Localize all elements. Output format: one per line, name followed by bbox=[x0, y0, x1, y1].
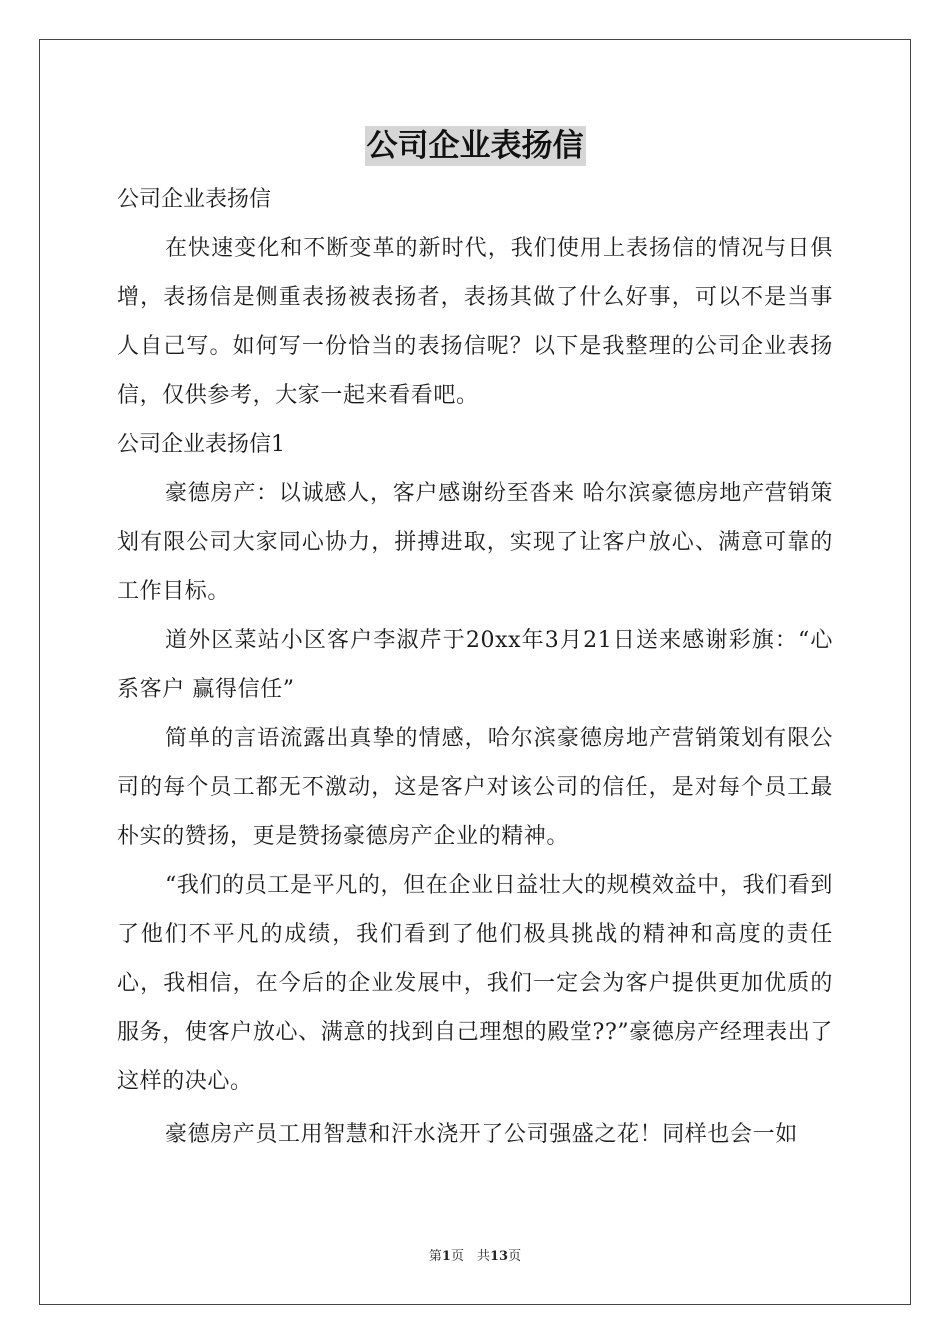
intro-paragraph: 在快速变化和不断变革的新时代，我们使用上表扬信的情况与日俱增，表扬信是侧重表扬被表扬者，表扬其做了什么好事，可以不是当事人自己写。如何写一份恰当的表扬信呢？以下是我整理的公司企业表扬信，仅供参考，大家一起来看看吧。 bbox=[117, 236, 833, 408]
document-title: 公司企业表扬信 bbox=[366, 128, 584, 164]
paragraph-2: 道外区菜站小区客户李淑芹于20xx年3月21日送来感谢彩旗：“心系客户 赢得信任” bbox=[117, 628, 833, 702]
footer-middle: 页 共 bbox=[450, 1249, 490, 1264]
paragraph-4: “我们的员工是平凡的，但在企业日益壮大的规模效益中，我们看到了他们不平凡的成绩，我们看到了他们极具挑战的精神和高度的责任心，我相信，在今后的企业发展中，我们一定会为客户提供更加优质的服务，使客户放心、满意的找到自己理想的殿堂??”豪德房产经理表出了这样的决心。 bbox=[117, 873, 833, 1094]
footer-total-pages: 13 bbox=[489, 1249, 509, 1264]
footer-current-page: 1 bbox=[441, 1249, 451, 1264]
paragraph-3: 简单的言语流露出真挚的情感，哈尔滨豪德房地产营销策划有限公司的每个员工都无不激动，这是客户对该公司的信任，是对每个员工最朴实的赞扬，更是赞扬豪德房产企业的精神。 bbox=[117, 726, 833, 849]
footer-prefix: 第 bbox=[428, 1249, 442, 1264]
footer-suffix: 页 bbox=[508, 1249, 522, 1264]
section-heading: 公司企业表扬信1 bbox=[117, 432, 285, 457]
document-body bbox=[117, 175, 833, 1159]
page-footer bbox=[0, 1248, 950, 1266]
paragraph-1: 豪德房产：以诚感人，客户感谢纷至沓来 哈尔滨豪德房地产营销策划有限公司大家同心协力，拼搏进取，实现了让客户放心、满意可靠的工作目标。 bbox=[117, 481, 833, 604]
paragraph-5: 豪德房产员工用智慧和汗水浇开了公司强盛之花！同样也会一如 bbox=[165, 1122, 798, 1147]
subtitle: 公司企业表扬信 bbox=[117, 187, 272, 212]
title-container bbox=[0, 126, 950, 166]
